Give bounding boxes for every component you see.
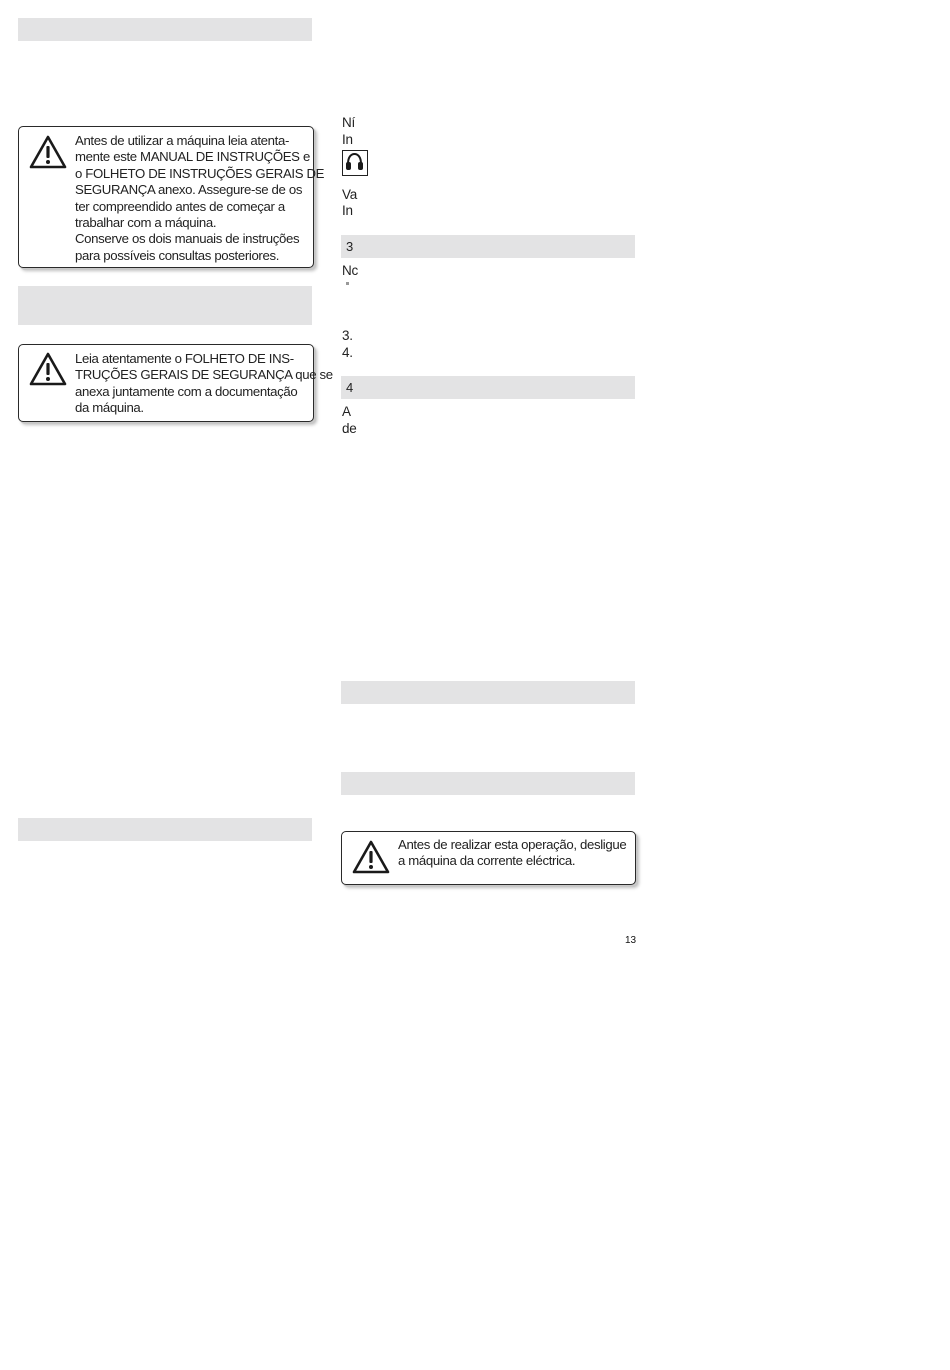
text-fragment-mark [346, 282, 349, 285]
section-header-bar [18, 18, 312, 41]
text-fragment: In [342, 132, 353, 147]
warning-text [398, 837, 630, 870]
text-fragment: Nc [342, 263, 358, 278]
warning-line: Conserve os dois manuais de instruções [75, 231, 300, 247]
warning-line: para possíveis consultas posteriores. [75, 247, 280, 263]
section-header-bar [341, 772, 635, 795]
ear-protection-icon [342, 150, 368, 176]
text-fragment: A [342, 404, 351, 419]
section-header-bar [341, 235, 635, 258]
warning-box-instructions [18, 126, 325, 268]
warning-line: mente este MANUAL DE INSTRUÇÕES e [75, 149, 310, 165]
warning-line: Antes de utilizar a máquina leia atenta- [75, 133, 289, 148]
text-fragment: 3. [342, 328, 353, 343]
section-header-bar [341, 681, 635, 704]
text-fragment: 4. [342, 345, 353, 360]
section-header-bar [18, 286, 312, 325]
warning-line: anexa juntamente com a documentação [75, 383, 298, 399]
warning-line: trabalhar com a máquina. [75, 215, 217, 231]
warning-text [75, 133, 325, 264]
warning-line: SEGURANÇA anexo. Assegure-se de os [75, 182, 303, 198]
page-number: 13 [625, 935, 637, 946]
text-fragment: Va [342, 187, 357, 202]
warning-line: TRUÇÕES GERAIS DE SEGURANÇA que se [75, 367, 333, 383]
section-header-bar [18, 818, 312, 841]
warning-line: a máquina da corrente eléctrica. [398, 853, 576, 869]
section-header-bar [341, 376, 635, 399]
section-number: 3 [346, 239, 354, 254]
warning-box-safety [18, 344, 333, 422]
warning-line: o FOLHETO DE INSTRUÇÕES GERAIS DE [75, 165, 325, 181]
text-fragment: de [342, 421, 357, 436]
warning-triangle-icon [29, 352, 67, 386]
section-number: 4 [346, 380, 354, 395]
warning-triangle-icon [352, 840, 390, 874]
warning-line: Antes de realizar esta operação, desligue [398, 837, 627, 852]
warning-triangle-icon [29, 135, 67, 169]
warning-line: Leia atentamente o FOLHETO DE INS- [75, 351, 294, 366]
warning-line: da máquina. [75, 400, 144, 416]
warning-text [75, 351, 333, 417]
text-fragment: Ní [342, 115, 355, 130]
warning-line: ter compreendido antes de começar a [75, 198, 285, 214]
warning-box-disconnect [341, 831, 636, 885]
text-fragment: In [342, 203, 353, 218]
